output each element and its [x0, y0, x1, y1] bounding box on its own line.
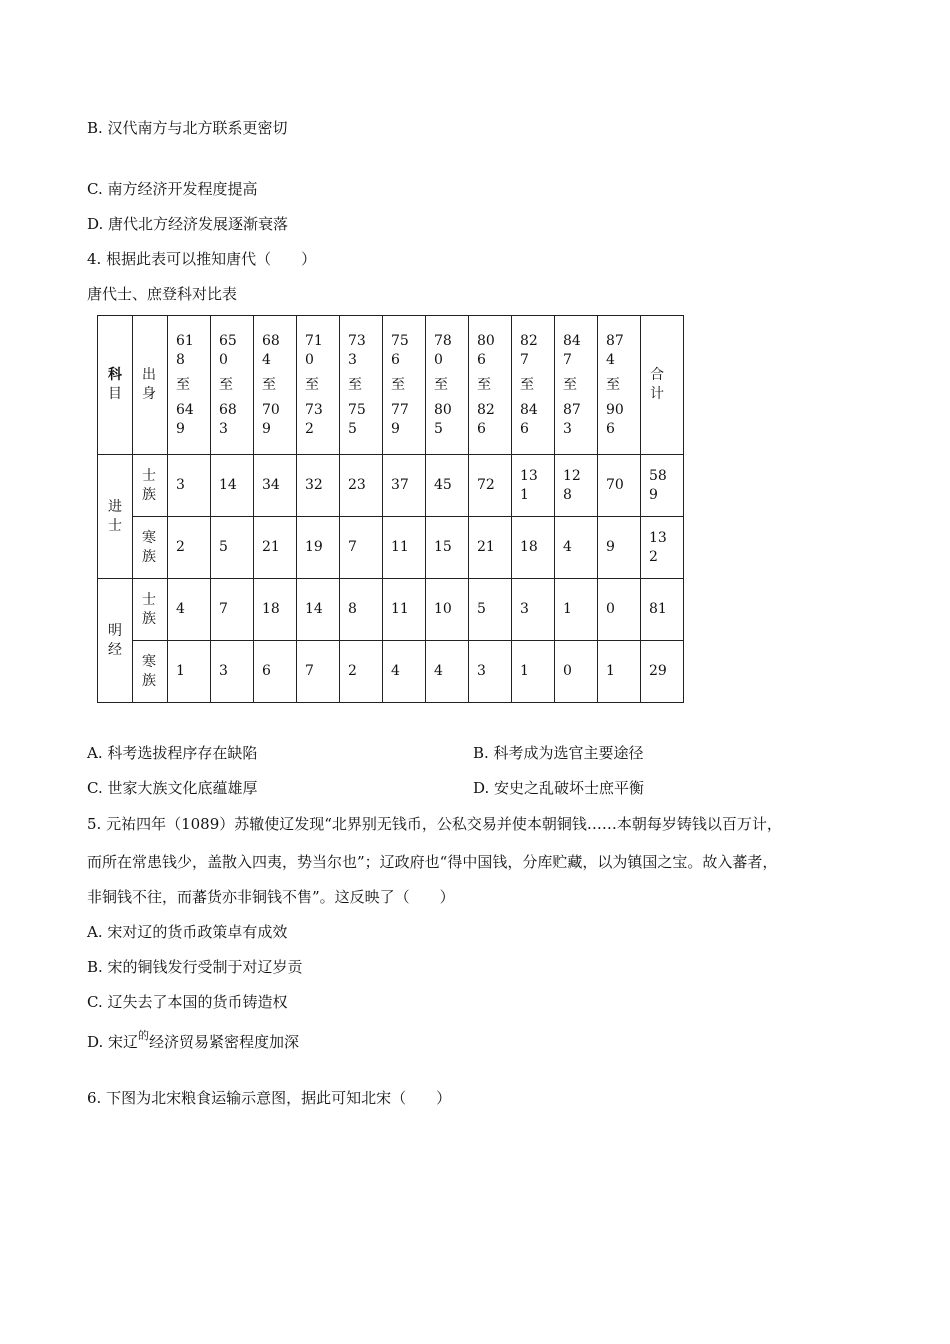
- table-header-row: [98, 316, 684, 455]
- value-cell: 34: [254, 455, 297, 517]
- value-cell: 1: [512, 641, 555, 703]
- header-period: 780 至 805: [426, 316, 469, 455]
- value-cell: 11: [383, 579, 426, 641]
- value-cell: 14: [211, 455, 254, 517]
- option-c-prev: C. 南方经济开发程度提高: [87, 180, 258, 198]
- total-cell: 29: [641, 641, 684, 703]
- value-cell: 11: [383, 517, 426, 579]
- header-period: 827 至 846: [512, 316, 555, 455]
- value-cell: 45: [426, 455, 469, 517]
- q5-stem-line1: 5. 元祐四年（1089）苏辙使辽发现“北界别无钱币，公私交易并使本朝铜钱……本朝每岁铸钱以百万计，: [87, 815, 782, 833]
- q4-stem: 4. 根据此表可以推知唐代（ ）: [87, 250, 317, 268]
- q4-option-d: D. 安史之乱破坏士庶平衡: [473, 779, 645, 797]
- header-period: 618 至 649: [168, 316, 211, 455]
- value-cell: 4: [555, 517, 598, 579]
- header-period: 710 至 732: [297, 316, 340, 455]
- q5-option-d-pre: D. 宋辽: [87, 1033, 139, 1051]
- value-cell: 0: [598, 579, 641, 641]
- header-origin: 出身: [133, 316, 168, 455]
- value-cell: 7: [211, 579, 254, 641]
- value-cell: 15: [426, 517, 469, 579]
- value-cell: 128: [555, 455, 598, 517]
- value-cell: 7: [340, 517, 383, 579]
- value-cell: 3: [168, 455, 211, 517]
- q4-option-c: C. 世家大族文化底蕴雄厚: [87, 779, 258, 797]
- table-row: [98, 517, 684, 579]
- q5-option-c: C. 辽失去了本国的货币铸造权: [87, 993, 288, 1011]
- value-cell: 2: [168, 517, 211, 579]
- header-subject: 科 目: [98, 316, 133, 455]
- value-cell: 21: [254, 517, 297, 579]
- value-cell: 21: [469, 517, 512, 579]
- total-cell: 589: [641, 455, 684, 517]
- value-cell: 37: [383, 455, 426, 517]
- value-cell: 7: [297, 641, 340, 703]
- value-cell: 3: [469, 641, 512, 703]
- value-cell: 18: [254, 579, 297, 641]
- option-b-prev: B. 汉代南方与北方联系更密切: [87, 119, 288, 137]
- header-period: 733 至 755: [340, 316, 383, 455]
- value-cell: 18: [512, 517, 555, 579]
- subject-cell: 明经: [98, 579, 133, 703]
- subject-cell: 进士: [98, 455, 133, 579]
- q5-option-d-post: 经济贸易紧密程度加深: [149, 1033, 300, 1051]
- header-period: 684 至 709: [254, 316, 297, 455]
- q5-option-d: [87, 1029, 300, 1054]
- value-cell: 1: [598, 641, 641, 703]
- table-row: [98, 641, 684, 703]
- value-cell: 70: [598, 455, 641, 517]
- q4-option-b: B. 科考成为选官主要途径: [473, 744, 644, 762]
- value-cell: 1: [168, 641, 211, 703]
- header-period: 847 至 873: [555, 316, 598, 455]
- option-d-prev: D. 唐代北方经济发展逐渐衰落: [87, 215, 289, 233]
- origin-cell: 寒族: [133, 517, 168, 579]
- value-cell: 32: [297, 455, 340, 517]
- total-cell: 132: [641, 517, 684, 579]
- header-period: 874 至 906: [598, 316, 641, 455]
- table-row: [98, 579, 684, 641]
- value-cell: 2: [340, 641, 383, 703]
- value-cell: 5: [211, 517, 254, 579]
- deng-ke-table: [97, 315, 684, 703]
- q4-option-a: A. 科考选拔程序存在缺陷: [87, 744, 258, 762]
- header-period: 650 至 683: [211, 316, 254, 455]
- q5-stem-line3: 非铜钱不往，而蕃货亦非铜钱不售”。这反映了（ ）: [87, 888, 455, 906]
- value-cell: 4: [426, 641, 469, 703]
- value-cell: 72: [469, 455, 512, 517]
- q4-table-title: 唐代士、庶登科对比表: [87, 285, 238, 303]
- value-cell: 9: [598, 517, 641, 579]
- header-total: 合计: [641, 316, 684, 455]
- header-period: 756 至 779: [383, 316, 426, 455]
- origin-cell: 士族: [133, 579, 168, 641]
- value-cell: 4: [168, 579, 211, 641]
- value-cell: 23: [340, 455, 383, 517]
- value-cell: 1: [555, 579, 598, 641]
- table-row: [98, 455, 684, 517]
- q5-option-a: A. 宋对辽的货币政策卓有成效: [87, 923, 288, 941]
- value-cell: 131: [512, 455, 555, 517]
- q5-option-d-sup: 的: [138, 1029, 150, 1042]
- value-cell: 6: [254, 641, 297, 703]
- value-cell: 3: [211, 641, 254, 703]
- header-period: 806 至 826: [469, 316, 512, 455]
- value-cell: 19: [297, 517, 340, 579]
- total-cell: 81: [641, 579, 684, 641]
- q5-option-b: B. 宋的铜钱发行受制于对辽岁贡: [87, 958, 303, 976]
- value-cell: 0: [555, 641, 598, 703]
- origin-cell: 寒族: [133, 641, 168, 703]
- value-cell: 3: [512, 579, 555, 641]
- q5-stem-line2: 而所在常患钱少，盖散入四夷，势当尔也”；辽政府也“得中国钱，分库贮藏，以为镇国之宝。故入蕃者，: [87, 853, 778, 871]
- value-cell: 14: [297, 579, 340, 641]
- value-cell: 5: [469, 579, 512, 641]
- value-cell: 10: [426, 579, 469, 641]
- value-cell: 4: [383, 641, 426, 703]
- q6-stem: 6. 下图为北宋粮食运输示意图，据此可知北宋（ ）: [87, 1089, 452, 1107]
- origin-cell: 士族: [133, 455, 168, 517]
- value-cell: 8: [340, 579, 383, 641]
